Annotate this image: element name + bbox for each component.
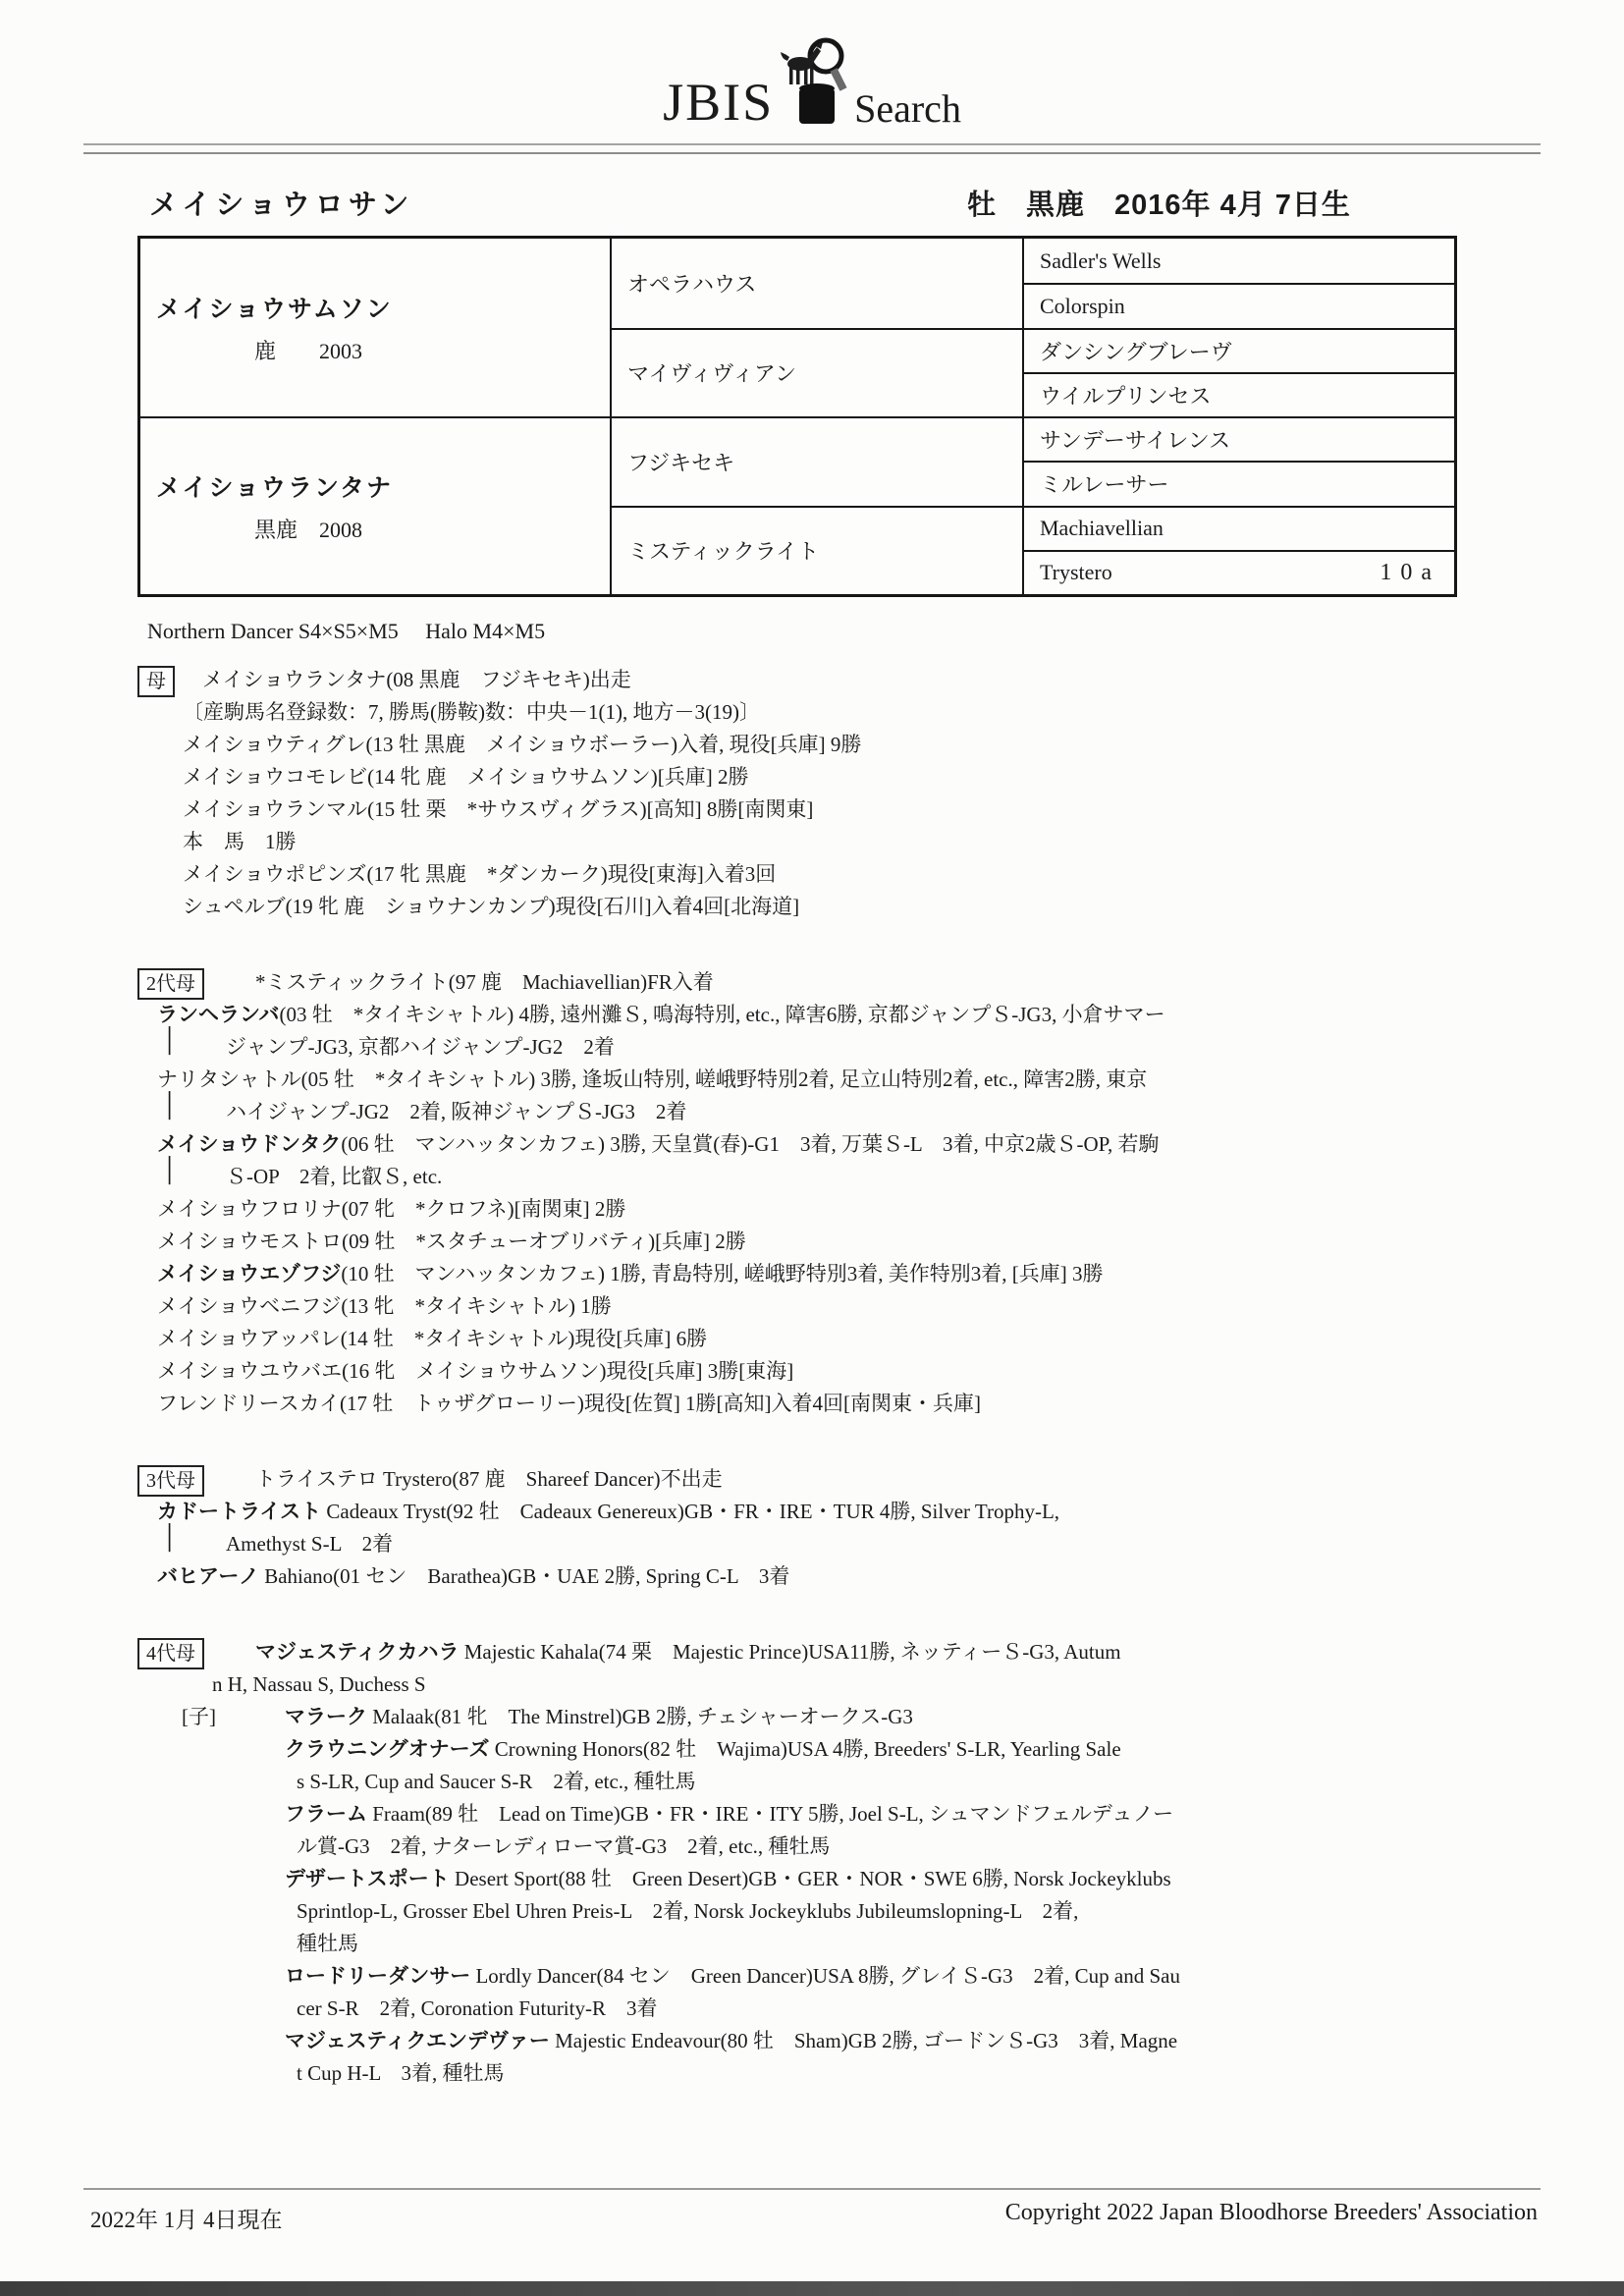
great-grandparent-cell: サンデーサイレンス: [1022, 416, 1454, 461]
scan-edge-artifact: [0, 2281, 1624, 2296]
section-label: 母: [137, 666, 175, 697]
family-number: 10a: [1380, 559, 1440, 585]
pedigree-line: メイショウドンタク(06 牡 マンハッタンカフェ) 3勝, 天皇賞(春)-G1 3着, 万葉Ｓ-L 3着, 中京2歳Ｓ-OP, 若駒: [157, 1132, 1160, 1156]
pedigree-line: メイショウポピンズ(17 牝 黒鹿 *ダンカーク)現役[東海]入着3回: [183, 862, 777, 886]
inbreeding-note: Northern Dancer S4×S5×M5 Halo M4×M5: [147, 619, 546, 643]
pedigree-line: メイショウコモレビ(14 牝 鹿 メイショウサムソン)[兵庫] 2勝: [183, 765, 749, 789]
sire-cell: [140, 239, 610, 416]
jbis-search-logo: [0, 33, 1624, 133]
horse-name-title: メイショウロサン: [149, 190, 414, 221]
sire-name: メイショウサムソン: [156, 296, 393, 323]
pedigree-line: cer S-R 2着, Coronation Futurity-R 3着: [297, 1996, 658, 2020]
grandsire-paternal-cell: オペラハウス: [610, 239, 1022, 328]
dam-cell: [140, 416, 610, 594]
pedigree-line: n H, Nassau S, Duchess S: [212, 1672, 426, 1696]
pedigree-line: メイショウランタナ(08 黒鹿 フジキセキ)出走: [202, 668, 631, 691]
section-label: 3代母: [137, 1465, 204, 1497]
pedigree-line: │ Amethyst S-L 2着: [161, 1525, 394, 1556]
pedigree-line: カドートライスト Cadeaux Tryst(92 牡 Cadeaux Genereux)GB・FR・IRE・TUR 4勝, Silver Trophy-L,: [157, 1500, 1060, 1523]
copyright-text: Copyright 2022 Japan Bloodhorse Breeders' Association: [1004, 2200, 1538, 2225]
header-divider: [83, 143, 1541, 154]
pedigree-line: デザートスポート Desert Sport(88 牡 Green Desert)GB・GER・NOR・SWE 6勝, Norsk Jockeyklubs: [285, 1867, 1171, 1890]
pedigree-line: ロードリーダンサー Lordly Dancer(84 セン Green Dancer)USA 8勝, グレイＳ-G3 2着, Cup and Sau: [285, 1964, 1180, 1988]
pedigree-line: メイショウランマル(15 牡 栗 *サウスヴィグラス)[高知] 8勝[南関東]: [183, 797, 814, 821]
pedigree-section-4: [137, 1636, 1581, 2090]
pedigree-line: メイショウフロリナ(07 牝 *クロフネ)[南関東] 2勝: [157, 1197, 626, 1221]
pedigree-line: │ ジャンプ-JG3, 京都ハイジャンプ-JG2 2着: [161, 1028, 615, 1059]
pedigree-line: マジェスティクエンデヴァー Majestic Endeavour(80 牡 Sham)GB 2勝, ゴードンＳ-G3 3着, Magne: [285, 2029, 1178, 2052]
pedigree-line: メイショウユウバエ(16 牝 メイショウサムソン)現役[兵庫] 3勝[東海]: [157, 1359, 794, 1383]
pedigree-line: フラーム Fraam(89 牡 Lead on Time)GB・FR・IRE・ITY 5勝, Joel S-L, シュマンドフェルデュノー: [285, 1802, 1174, 1826]
dam-name: メイショウランタナ: [156, 474, 394, 502]
great-grandparent-cell: [1022, 550, 1454, 594]
great-grandparent-name: Trystero: [1040, 560, 1112, 585]
section-label: 2代母: [137, 968, 204, 1000]
pedigree-table: [137, 236, 1457, 597]
pedigree-line: メイショウアッパレ(14 牡 *タイキシャトル)現役[兵庫] 6勝: [157, 1327, 708, 1350]
pedigree-line: メイショウティグレ(13 牡 黒鹿 メイショウボーラー)入着, 現役[兵庫] 9勝: [183, 733, 862, 756]
great-grandparent-cell: Sadler's Wells: [1022, 239, 1454, 283]
pedigree-line: [子] マラーク Malaak(81 牝 The Minstrel)GB 2勝, チェシャーオークス-G3: [182, 1705, 913, 1728]
pedigree-line: ナリタシャトル(05 牡 *タイキシャトル) 3勝, 逢坂山特別, 嵯峨野特別2着, 足立山特別2着, etc., 障害2勝, 東京: [157, 1067, 1148, 1091]
dam-color-year: 黒鹿 2008: [254, 518, 363, 542]
pedigree-section-1: [137, 664, 1581, 923]
pedigree-line: s S-LR, Cup and Saucer S-R 2着, etc., 種牡馬: [297, 1770, 696, 1793]
granddam-maternal-cell: ミスティックライト: [610, 506, 1022, 595]
pedigree-line: Sprintlop-L, Grosser Ebel Uhren Preis-L 2着, Norsk Jockeyklubs Jubileumslopning-L 2着,: [297, 1899, 1079, 1923]
pedigree-line: メイショウエゾフジ(10 牡 マンハッタンカフェ) 1勝, 青島特別, 嵯峨野特別3着, 美作特別3着, [兵庫] 3勝: [157, 1262, 1104, 1285]
pedigree-line: シュペルブ(19 牝 鹿 ショウナンカンプ)現役[石川]入着4回[北海道]: [183, 895, 800, 918]
pedigree-line: フレンドリースカイ(17 牡 トゥザグローリー)現役[佐賀] 1勝[高知]入着4回[南関東・兵庫]: [157, 1392, 982, 1415]
granddam-paternal-cell: マイヴィヴィアン: [610, 328, 1022, 417]
pedigree-section-3: [137, 1463, 1581, 1593]
great-grandparent-cell: ダンシングブレーヴ: [1022, 328, 1454, 372]
grandsire-maternal-cell: フジキセキ: [610, 416, 1022, 506]
pedigree-line: ル賞-G3 2着, ナターレディローマ賞-G3 2着, etc., 種牡馬: [297, 1834, 831, 1858]
pedigree-detail-sections: [137, 664, 1581, 2133]
pedigree-line: *ミスティックライト(97 鹿 Machiavellian)FR入着: [255, 970, 714, 994]
sire-color-year: 鹿 2003: [254, 339, 363, 363]
horse-sex-color-birthdate: 牡 黒鹿 2016年 4月 7日生: [967, 190, 1351, 221]
pedigree-line: │ Ｓ-OP 2着, 比叡Ｓ, etc.: [161, 1158, 443, 1188]
pedigree-line: t Cup H-L 3着, 種牡馬: [297, 2061, 505, 2085]
pedigree-line: トライステロ Trystero(87 鹿 Shareef Dancer)不出走: [255, 1467, 723, 1491]
pedigree-line: 〔産駒馬名登録数：7, 勝馬(勝鞍)数：中央－1(1), 地方－3(19)〕: [183, 700, 760, 724]
pedigree-line: クラウニングオナーズ Crowning Honors(82 牡 Wajima)USA 4勝, Breeders' S-LR, Yearling Sale: [285, 1737, 1121, 1761]
footer-divider: [83, 2188, 1541, 2190]
pedigree-line: メイショウベニフジ(13 牝 *タイキシャトル) 1勝: [157, 1294, 612, 1318]
logo-jbis-text: JBIS: [663, 73, 775, 133]
pedigree-line: ランヘランバ(03 牡 *タイキシャトル) 4勝, 遠州灘Ｓ, 鳴海特別, etc., 障害6勝, 京都ジャンプＳ-JG3, 小倉サマー: [157, 1003, 1165, 1026]
great-grandparent-cell: Machiavellian: [1022, 506, 1454, 550]
great-grandparent-cell: ミルレーサー: [1022, 461, 1454, 505]
pedigree-line: │ ハイジャンプ-JG2 2着, 阪神ジャンプＳ-JG3 2着: [161, 1093, 687, 1123]
pedigree-section-2: [137, 966, 1581, 1420]
data-as-of-date: 2022年 1月 4日現在: [90, 2208, 283, 2232]
logo-search-text: Search: [854, 86, 961, 131]
pedigree-line: バヒアーノ Bahiano(01 セン Barathea)GB・UAE 2勝, Spring C-L 3着: [157, 1564, 790, 1588]
great-grandparent-cell: Colorspin: [1022, 283, 1454, 327]
pedigree-line: 種牡馬: [297, 1932, 358, 1955]
horse-magnifier-icon: [778, 33, 850, 128]
great-grandparent-cell: ウイルプリンセス: [1022, 372, 1454, 416]
pedigree-line: マジェスティクカハラ Majestic Kahala(74 栗 Majestic Prince)USA11勝, ネッティーＳ-G3, Autum: [255, 1640, 1121, 1664]
section-label: 4代母: [137, 1638, 204, 1669]
pedigree-line: メイショウモストロ(09 牡 *スタチューオブリバティ)[兵庫] 2勝: [157, 1230, 746, 1253]
pedigree-line: 本 馬 1勝: [183, 830, 297, 853]
